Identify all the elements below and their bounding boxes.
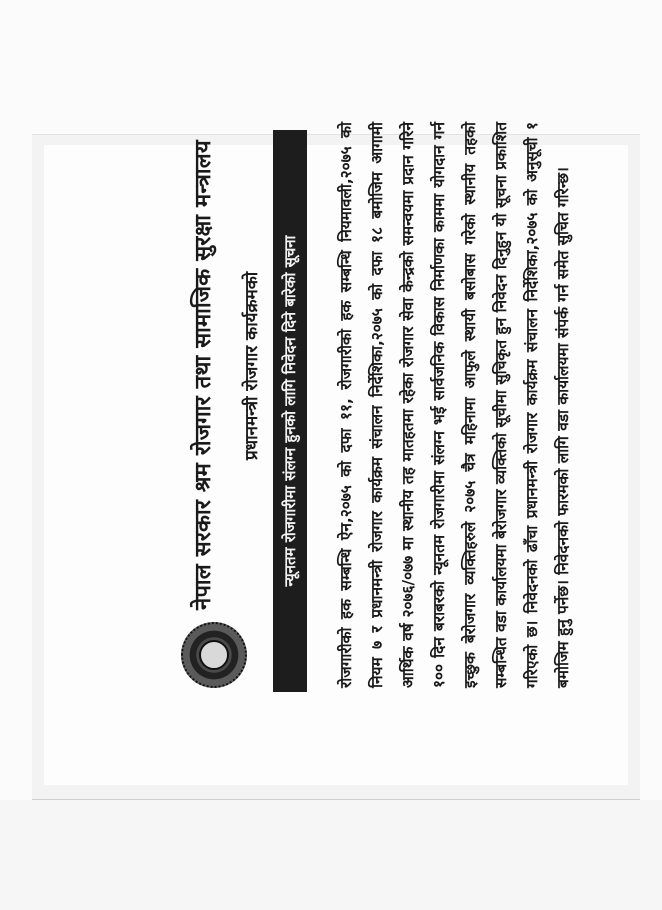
document-header: [181, 96, 299, 696]
program-title: प्रधानमन्त्री रोजगार कार्यक्रमको: [242, 271, 262, 460]
notice-title: न्यूनतम रोजगारीमा संलग्न हुनको लागि निवेदन दिने बारेको सूचना: [281, 235, 299, 587]
notice-body: रोजगारीको हक सम्बन्धि ऐन,२०७५ को दफा ११, रोजगारीको हक सम्बन्धि नियमावली,२०७५ को नियम ७ र प्रधानमन्त्री रोजगार कार्यक्रम संचालन निर्देशिका,२०७५ को दफा १८ बमोजिम आगामी आर्थिक वर्ष २०७६/०७७ मा स्थानीय तह मातहतमा रहेका रोजगार सेवा केन्द्रको समन्वयमा प्रदान गरिने १०० दिन बराबरको न्यूनतम रोजगारीमा संलग्न भई सार्वजनिक विकास निर्माणका काममा योगदान गर्न इच्छुक बेरोजगार व्यक्तिहरुले २०७५ चैत्र महिनामा आफुले स्थायी बसोबास गरेको स्थानीय तहको सम्बन्धित वडा कार्यालयमा बेरोजगार व्यक्तिको सूचीमा सुचिकृत हुन निवेदन दिनुहुन यो सूचना प्रकाशित गरिएको छ। निवेदनको ढाँचा प्रधानमन्त्री रोजगार कार्यक्रम संचालन निर्देशिका,२०७५ को अनुसूची १ बमोजिम हुनु पर्नेछ। निवेदनको फारमको लागि वडा कार्यालयमा संपर्क गर्न समेत सुचित गरिन्छ।: [337, 122, 572, 688]
scan-margin: [0, 800, 662, 910]
ministry-header: नेपाल सरकार श्रम रोजगार तथा सामाजिक सुरक्षा मन्त्रालय: [191, 140, 216, 610]
government-emblem-icon: [181, 622, 247, 688]
notice-title-banner: [273, 130, 307, 692]
rotated-notice-document: [181, 96, 641, 696]
